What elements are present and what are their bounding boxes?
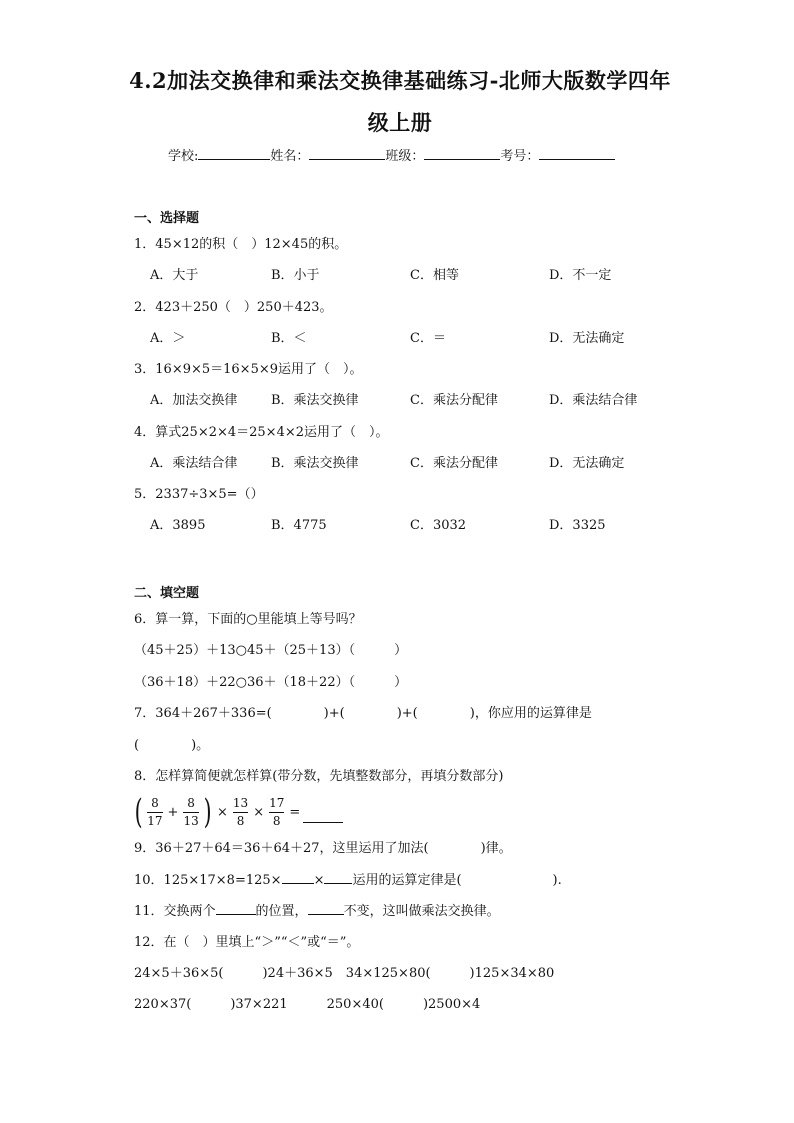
times-sign-2: × <box>253 804 265 820</box>
fraction-13-8 <box>233 796 248 829</box>
q11-text-c: 不变，这叫做乘法交换律。 <box>343 904 500 919</box>
q4-option-d[interactable]: D．无法确定 <box>549 456 625 471</box>
q1-option-b[interactable]: B．小于 <box>271 268 320 283</box>
q2-option-b[interactable]: B．＜ <box>271 331 307 346</box>
number-label: 考号： <box>500 149 540 164</box>
question-11 <box>134 900 500 919</box>
q7-line-2: ( )。 <box>134 738 210 753</box>
q11-text-b: 的位置， <box>255 904 308 919</box>
denominator: 13 <box>183 813 199 828</box>
title-line-1: 4.2加法交换律和乘法交换律基础练习-北师大版数学四年 <box>129 68 671 93</box>
student-info-row <box>168 145 615 164</box>
q1-option-d[interactable]: D．不一定 <box>549 268 612 283</box>
title-line-2: 级上册 <box>367 110 433 135</box>
class-blank[interactable] <box>424 147 500 160</box>
times-sign: × <box>217 804 228 820</box>
q5-option-c[interactable]: C．3032 <box>410 518 467 533</box>
q4-option-c[interactable]: C．乘法分配律 <box>410 456 498 471</box>
q10-blank-1[interactable] <box>282 872 314 884</box>
q3-option-c[interactable]: C．乘法分配律 <box>410 393 498 408</box>
q11-blank-1[interactable] <box>216 903 256 915</box>
q11-text-a: 11．交换两个 <box>134 904 216 919</box>
q4-option-b[interactable]: B．乘法交换律 <box>271 456 359 471</box>
numerator: 17 <box>269 795 285 810</box>
denominator: 8 <box>272 813 281 828</box>
name-blank[interactable] <box>309 147 385 160</box>
school-blank[interactable] <box>198 147 270 160</box>
q11-blank-2[interactable] <box>308 903 344 915</box>
q3-option-d[interactable]: D．乘法结合律 <box>549 393 638 408</box>
fraction-17-8 <box>269 796 284 829</box>
q10-text-a: 10．125×17×8=125× <box>134 873 282 888</box>
q6-line-2: （36＋18）＋22○36＋（18＋22）（ ） <box>134 675 408 690</box>
question-9: 9．36＋27＋64＝36＋64＋27，这里运用了加法( )律。 <box>134 841 512 856</box>
q5-option-a[interactable]: A．3895 <box>150 518 206 533</box>
q6-line-1: （45＋25）＋13○45＋（25＋13）（ ） <box>134 643 408 658</box>
question-3: 3．16×9×5＝16×5×9运用了（ ）。 <box>134 362 363 377</box>
question-2: 2．423＋250（ ）250＋423。 <box>134 300 333 315</box>
question-1: 1．45×12的积（ ）12×45的积。 <box>134 237 348 252</box>
question-6: 6．算一算，下面的○里能填上等号吗？ <box>134 612 362 627</box>
equals-sign: = <box>289 804 301 820</box>
left-paren: ( <box>134 792 143 832</box>
fraction-8-17 <box>147 796 162 829</box>
class-label: 班级： <box>385 149 425 164</box>
numerator: 8 <box>187 795 195 810</box>
q8-expression <box>132 790 343 834</box>
question-12: 12．在（ ）里填上“＞”“＜”或“＝”。 <box>134 935 360 950</box>
question-10 <box>134 869 562 888</box>
q2-option-a[interactable]: A．＞ <box>150 331 186 346</box>
section-heading-choice: 一、选择题 <box>134 211 200 226</box>
q1-option-a[interactable]: A．大于 <box>150 268 199 283</box>
number-blank[interactable] <box>539 147 615 160</box>
question-7: 7．364＋267＋336=( )+( )+( )，你应用的运算律是 <box>134 706 592 721</box>
q3-option-a[interactable]: A．加法交换律 <box>150 393 238 408</box>
q12-line-2: 220×37( )37×221 250×40( )2500×4 <box>134 997 481 1012</box>
plus-sign: + <box>167 804 179 820</box>
q1-option-c[interactable]: C．相等 <box>410 268 459 283</box>
denominator: 8 <box>236 813 245 828</box>
q10-blank-2[interactable] <box>324 872 352 884</box>
section-heading-fill: 二、填空题 <box>134 586 200 601</box>
q3-option-b[interactable]: B．乘法交换律 <box>271 393 359 408</box>
denominator: 17 <box>147 813 163 828</box>
question-8: 8．怎样算简便就怎样算(带分数，先填整数部分，再填分数部分) <box>134 769 504 784</box>
name-label: 姓名： <box>270 149 310 164</box>
q10-text-c: 运用的运算定律是( ). <box>352 873 562 888</box>
q8-answer-blank[interactable] <box>303 811 343 823</box>
numerator: 8 <box>151 795 159 810</box>
right-paren: ) <box>203 792 212 832</box>
q4-option-a[interactable]: A．乘法结合律 <box>150 456 238 471</box>
fraction-8-13 <box>183 796 198 829</box>
q2-option-c[interactable]: C．＝ <box>410 331 446 346</box>
question-5: 5．2337÷3×5=（） <box>134 487 264 502</box>
school-label: 学校: <box>168 149 199 164</box>
q5-option-d[interactable]: D．3325 <box>549 518 606 533</box>
q10-text-b: × <box>313 873 325 888</box>
q5-option-b[interactable]: B．4775 <box>271 518 327 533</box>
q2-option-d[interactable]: D．无法确定 <box>549 331 625 346</box>
question-4: 4．算式25×2×4＝25×4×2运用了（ ）。 <box>134 425 389 440</box>
numerator: 13 <box>232 795 249 810</box>
q12-line-1: 24×5＋36×5( )24＋36×5 34×125×80( )125×34×80 <box>134 966 555 981</box>
